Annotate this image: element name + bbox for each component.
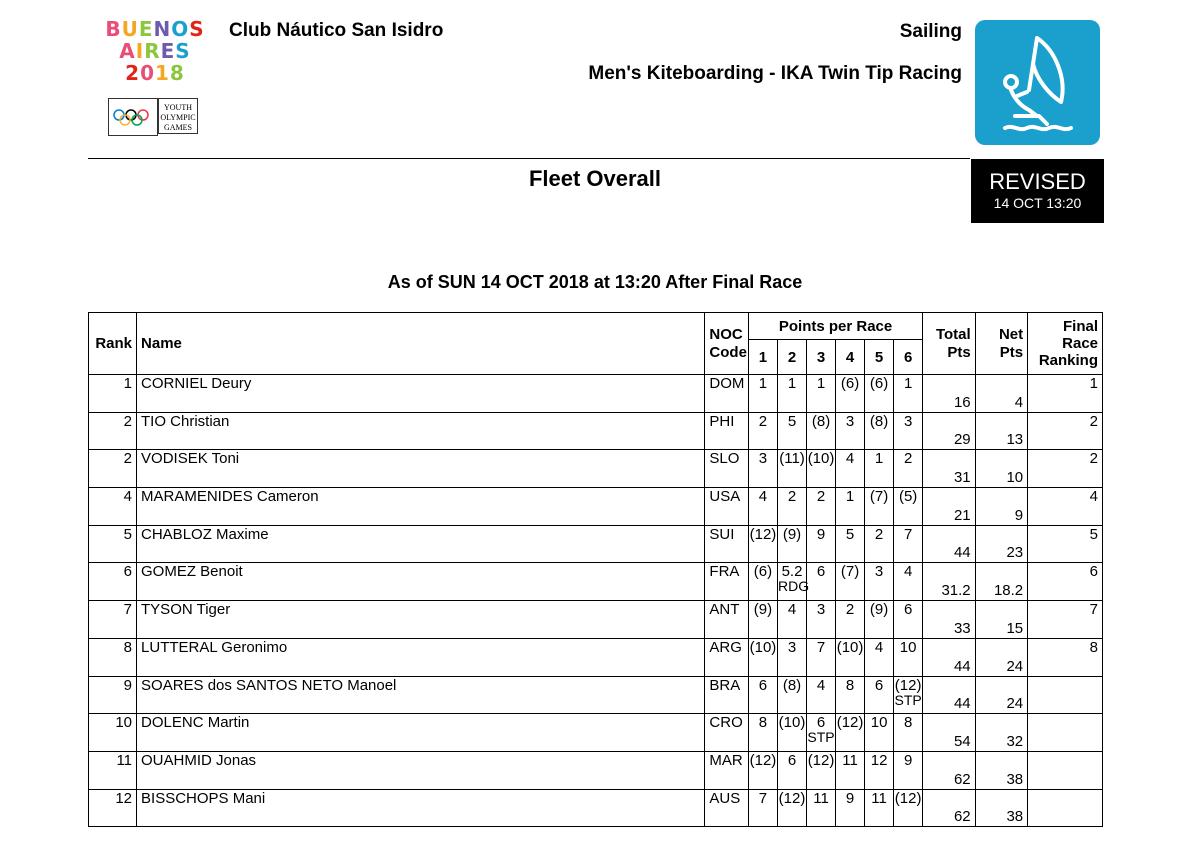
race-points: (7) (869, 488, 889, 506)
race-points: 1 (816, 375, 826, 392)
net-pts-cell: 24 (975, 676, 1027, 714)
race-points: 7 (758, 789, 768, 807)
race-5-header: 5 (865, 340, 894, 375)
name-cell: CHABLOZ Maxime (137, 525, 705, 563)
final-race-ranking-cell (1028, 714, 1103, 752)
race-4-cell (836, 601, 865, 639)
noc-cell: SUI (705, 525, 749, 563)
race-points: (7) (840, 563, 860, 581)
race-4-cell (836, 525, 865, 563)
net-pts-cell: 4 (975, 375, 1027, 413)
race-points: 5.2 (781, 563, 803, 581)
revised-badge (971, 159, 1104, 223)
race-3-header: 3 (807, 340, 836, 375)
noc-header-line2: Code (709, 343, 747, 361)
table-row (89, 714, 1103, 752)
noc-cell: ANT (705, 601, 749, 639)
race-points: (6) (753, 563, 773, 581)
olympic-rings-icon (108, 98, 158, 136)
race-2-cell (777, 751, 806, 789)
final-race-ranking-cell: 8 (1028, 638, 1103, 676)
race-3-cell (807, 375, 836, 413)
race-2-cell (777, 676, 806, 714)
race-1-cell (748, 714, 777, 752)
race-6-cell (894, 601, 923, 639)
revised-time: 14 OCT 13:20 (993, 195, 1082, 211)
race-4-cell (836, 676, 865, 714)
revised-status: REVISED (989, 169, 1086, 194)
total-pts-cell: 21 (923, 488, 975, 526)
race-points: (8) (811, 412, 831, 430)
noc-cell: DOM (705, 375, 749, 413)
race-points: 2 (874, 525, 884, 543)
rank-cell: 6 (89, 563, 137, 601)
race-points: 2 (787, 488, 797, 506)
race-6-cell (894, 525, 923, 563)
total-pts-cell: 33 (923, 601, 975, 639)
total-pts-cell: 29 (923, 412, 975, 450)
event-name: Men's Kiteboarding - IKA Twin Tip Racing (588, 63, 962, 84)
race-2-cell (777, 488, 806, 526)
race-penalty-code: STP (894, 691, 922, 708)
race-3-cell (807, 676, 836, 714)
race-points: (9) (869, 601, 889, 619)
race-6-cell (894, 638, 923, 676)
noc-cell: USA (705, 488, 749, 526)
race-2-cell (777, 375, 806, 413)
race-3-cell (807, 601, 836, 639)
race-6-header: 6 (894, 340, 923, 375)
race-points: 9 (816, 525, 826, 543)
table-row (89, 488, 1103, 526)
race-2-cell (777, 563, 810, 601)
total-header-line2: Pts (947, 343, 971, 361)
race-1-cell (748, 676, 777, 714)
race-2-cell (777, 638, 806, 676)
race-points: 12 (870, 751, 888, 769)
net-pts-cell: 18.2 (975, 563, 1027, 601)
net-pts-cell: 15 (975, 601, 1027, 639)
race-4-cell (836, 714, 865, 752)
final-race-ranking-header (1028, 313, 1103, 375)
name-cell: TIO Christian (137, 412, 705, 450)
race-points: 3 (903, 412, 913, 430)
race-points: (9) (753, 601, 773, 619)
race-4-cell (836, 638, 865, 676)
race-3-cell (807, 714, 836, 752)
race-points: 3 (816, 601, 826, 619)
rank-cell: 5 (89, 525, 137, 563)
race-points: 11 (842, 751, 858, 769)
race-3-cell (807, 412, 836, 450)
race-penalty-code: RDG (777, 578, 810, 595)
rank-cell: 2 (89, 450, 137, 488)
race-points: 8 (758, 714, 768, 732)
noc-cell: FRA (705, 563, 749, 601)
race-5-cell (865, 488, 894, 526)
total-pts-cell: 31 (923, 450, 975, 488)
race-points: (12) (749, 525, 777, 543)
logo-line: 2018 (125, 61, 185, 85)
race-4-cell (836, 375, 865, 413)
net-pts-cell: 38 (975, 751, 1027, 789)
name-cell: CORNIEL Deury (137, 375, 705, 413)
race-points: 1 (787, 375, 797, 392)
frr-header-line3: Ranking (1038, 352, 1098, 369)
race-4-cell (836, 450, 865, 488)
race-points: 4 (903, 563, 913, 581)
noc-cell: CRO (705, 714, 749, 752)
race-points: 1 (845, 488, 855, 506)
name-cell: OUAHMID Jonas (137, 751, 705, 789)
race-1-cell (748, 638, 777, 676)
rank-header: Rank (89, 313, 137, 375)
rank-cell: 4 (89, 488, 137, 526)
race-6-cell (894, 676, 923, 714)
race-points: 1 (903, 375, 913, 392)
venue-name: Club Náutico San Isidro (229, 20, 444, 41)
race-2-cell (777, 789, 806, 827)
final-race-ranking-cell: 7 (1028, 601, 1103, 639)
name-cell: VODISEK Toni (137, 450, 705, 488)
table-row (89, 563, 1103, 601)
sport-name: Sailing (899, 21, 962, 42)
race-5-cell (865, 638, 894, 676)
race-1-cell (748, 601, 777, 639)
race-penalty-code: STP (807, 729, 835, 746)
net-pts-cell: 38 (975, 789, 1027, 827)
total-pts-cell: 44 (923, 638, 975, 676)
rank-cell: 9 (89, 676, 137, 714)
net-pts-header (975, 313, 1027, 375)
race-4-cell (836, 412, 865, 450)
race-5-cell (865, 789, 894, 827)
race-points: (10) (749, 638, 777, 656)
rank-cell: 11 (89, 751, 137, 789)
race-points: 5 (845, 525, 855, 543)
race-points: 4 (816, 676, 826, 694)
race-points: 4 (845, 450, 855, 468)
race-points: (12) (894, 676, 922, 694)
race-points: 9 (845, 789, 855, 807)
race-points: 4 (758, 488, 768, 506)
race-1-cell (748, 525, 777, 563)
race-5-cell (865, 450, 894, 488)
race-points: (12) (778, 789, 806, 807)
race-points: 6 (758, 676, 768, 694)
race-points: 7 (903, 525, 913, 543)
final-race-ranking-cell: 1 (1028, 375, 1103, 413)
final-race-ranking-cell (1028, 676, 1103, 714)
race-points: (6) (869, 375, 889, 392)
total-header-line1: Total (935, 325, 971, 343)
net-pts-cell: 24 (975, 638, 1027, 676)
race-2-cell (777, 601, 806, 639)
as-of-line: As of SUN 14 OCT 2018 at 13:20 After Final Race (387, 272, 803, 292)
name-cell: BISSCHOPS Mani (137, 789, 705, 827)
name-cell: SOARES dos SANTOS NETO Manoel (137, 676, 705, 714)
final-race-ranking-cell: 5 (1028, 525, 1103, 563)
race-1-cell (748, 488, 777, 526)
race-points: 11 (871, 789, 887, 807)
net-pts-cell: 13 (975, 412, 1027, 450)
frr-header-line1: Final (1062, 318, 1098, 335)
noc-cell: ARG (705, 638, 749, 676)
race-5-cell (865, 676, 894, 714)
race-points: (9) (782, 525, 802, 543)
race-points: (11) (779, 450, 805, 468)
noc-cell: AUS (705, 789, 749, 827)
race-points: (12) (807, 751, 835, 769)
race-3-cell (807, 751, 836, 789)
race-1-cell (748, 789, 777, 827)
race-4-cell (836, 563, 865, 601)
final-race-ranking-cell: 2 (1028, 450, 1103, 488)
results-body (89, 375, 1103, 827)
logo-wordmark (105, 18, 205, 84)
total-pts-cell: 62 (923, 789, 975, 827)
race-points: 6 (787, 751, 797, 769)
total-pts-cell: 31.2 (923, 563, 975, 601)
kiteboarding-icon (975, 20, 1100, 145)
noc-cell: SLO (705, 450, 749, 488)
total-pts-cell: 44 (923, 676, 975, 714)
total-pts-cell: 54 (923, 714, 975, 752)
race-6-cell (894, 714, 923, 752)
race-points: 11 (813, 789, 829, 807)
noc-cell: PHI (705, 412, 749, 450)
noc-cell: MAR (705, 751, 749, 789)
name-cell: DOLENC Martin (137, 714, 705, 752)
race-6-cell (894, 450, 923, 488)
race-points: 6 (816, 714, 826, 732)
race-3-cell (807, 450, 836, 488)
race-5-cell (865, 601, 894, 639)
race-points: (10) (807, 450, 835, 468)
rank-cell: 1 (89, 375, 137, 413)
race-points: 6 (903, 601, 913, 619)
race-points: (8) (869, 412, 889, 430)
race-points: 1 (874, 450, 884, 468)
noc-cell: BRA (705, 676, 749, 714)
rank-cell: 2 (89, 412, 137, 450)
race-2-header: 2 (777, 340, 806, 375)
race-points: (5) (898, 488, 918, 506)
race-points: (10) (836, 638, 864, 656)
rank-cell: 12 (89, 789, 137, 827)
race-1-cell (748, 412, 777, 450)
name-cell: LUTTERAL Geronimo (137, 638, 705, 676)
table-row (89, 676, 1103, 714)
race-2-cell (777, 450, 806, 488)
rank-cell: 10 (89, 714, 137, 752)
race-points: (12) (836, 714, 864, 732)
race-5-cell (865, 375, 894, 413)
race-5-cell (865, 563, 894, 601)
race-points: 1 (758, 375, 768, 392)
race-points: 6 (816, 563, 826, 581)
race-points: 6 (874, 676, 884, 694)
final-race-ranking-cell: 4 (1028, 488, 1103, 526)
race-points: (6) (840, 375, 860, 392)
race-2-cell (777, 525, 806, 563)
logo-line: AIRES (119, 39, 191, 63)
race-6-cell (894, 488, 923, 526)
race-6-cell (894, 563, 923, 601)
total-pts-header (923, 313, 975, 375)
total-pts-cell: 16 (923, 375, 975, 413)
race-3-cell (807, 789, 836, 827)
race-4-cell (836, 751, 865, 789)
table-row (89, 525, 1103, 563)
total-pts-cell: 44 (923, 525, 975, 563)
race-points: (10) (778, 714, 806, 732)
name-cell: GOMEZ Benoit (137, 563, 705, 601)
race-2-cell (777, 714, 806, 752)
final-race-ranking-cell (1028, 751, 1103, 789)
race-6-cell (894, 412, 923, 450)
race-points: 4 (874, 638, 884, 656)
total-pts-cell: 62 (923, 751, 975, 789)
race-points: (12) (894, 789, 922, 807)
race-points: 2 (903, 450, 913, 468)
race-1-cell (748, 375, 777, 413)
name-header: Name (137, 313, 705, 375)
final-race-ranking-cell: 2 (1028, 412, 1103, 450)
race-points: 10 (899, 638, 917, 656)
race-2-cell (777, 412, 806, 450)
name-cell: TYSON Tiger (137, 601, 705, 639)
race-points: 2 (758, 412, 768, 430)
race-points: 10 (870, 714, 888, 732)
race-points: (12) (749, 751, 777, 769)
noc-header-line1: NOC (709, 325, 743, 343)
race-points: 3 (845, 412, 855, 430)
net-pts-cell: 10 (975, 450, 1027, 488)
table-row (89, 601, 1103, 639)
race-points: 2 (816, 488, 826, 506)
table-row (89, 789, 1103, 827)
race-6-cell (894, 789, 923, 827)
noc-header (705, 313, 749, 375)
race-points: 7 (816, 638, 826, 656)
points-per-race-header: Points per Race (748, 313, 922, 340)
race-points: 8 (903, 714, 913, 732)
race-points: 5 (787, 412, 797, 430)
report-title: Fleet Overall (528, 166, 662, 191)
race-6-cell (894, 375, 923, 413)
race-5-cell (865, 412, 894, 450)
final-race-ranking-cell: 6 (1028, 563, 1103, 601)
net-pts-cell: 23 (975, 525, 1027, 563)
youth-olympic-games-label: YOUTH OLYMPIC GAMES (158, 98, 198, 134)
table-row (89, 450, 1103, 488)
race-points: (8) (782, 676, 802, 694)
table-row (89, 375, 1103, 413)
race-1-cell (748, 450, 777, 488)
race-1-cell (748, 563, 777, 601)
race-points: 3 (787, 638, 797, 656)
race-points: 4 (787, 601, 797, 619)
results-table (88, 312, 1103, 827)
frr-header-line2: Race (1062, 335, 1098, 352)
race-points: 3 (874, 563, 884, 581)
race-points: 8 (845, 676, 855, 694)
header-divider (88, 158, 970, 159)
net-pts-cell: 9 (975, 488, 1027, 526)
race-4-cell (836, 488, 865, 526)
race-5-cell (865, 525, 894, 563)
table-row (89, 751, 1103, 789)
net-header-line1: Net (998, 325, 1024, 343)
table-row (89, 638, 1103, 676)
race-points: 9 (903, 751, 913, 769)
name-cell: MARAMENIDES Cameron (137, 488, 705, 526)
race-points: 2 (845, 601, 855, 619)
race-3-cell (807, 638, 836, 676)
race-3-cell (807, 525, 836, 563)
race-5-cell (865, 714, 894, 752)
rank-cell: 7 (89, 601, 137, 639)
race-6-cell (894, 751, 923, 789)
buenos-aires-2018-logo (105, 18, 205, 146)
race-points: 3 (758, 450, 768, 468)
race-4-cell (836, 789, 865, 827)
final-race-ranking-cell (1028, 789, 1103, 827)
race-5-cell (865, 751, 894, 789)
race-1-header: 1 (748, 340, 777, 375)
net-header-line2: Pts (999, 343, 1024, 361)
table-row (89, 412, 1103, 450)
race-3-cell (807, 563, 836, 601)
race-3-cell (807, 488, 836, 526)
logo-line: BUENOS (105, 17, 205, 41)
race-4-header: 4 (836, 340, 865, 375)
race-1-cell (748, 751, 777, 789)
rank-cell: 8 (89, 638, 137, 676)
net-pts-cell: 32 (975, 714, 1027, 752)
